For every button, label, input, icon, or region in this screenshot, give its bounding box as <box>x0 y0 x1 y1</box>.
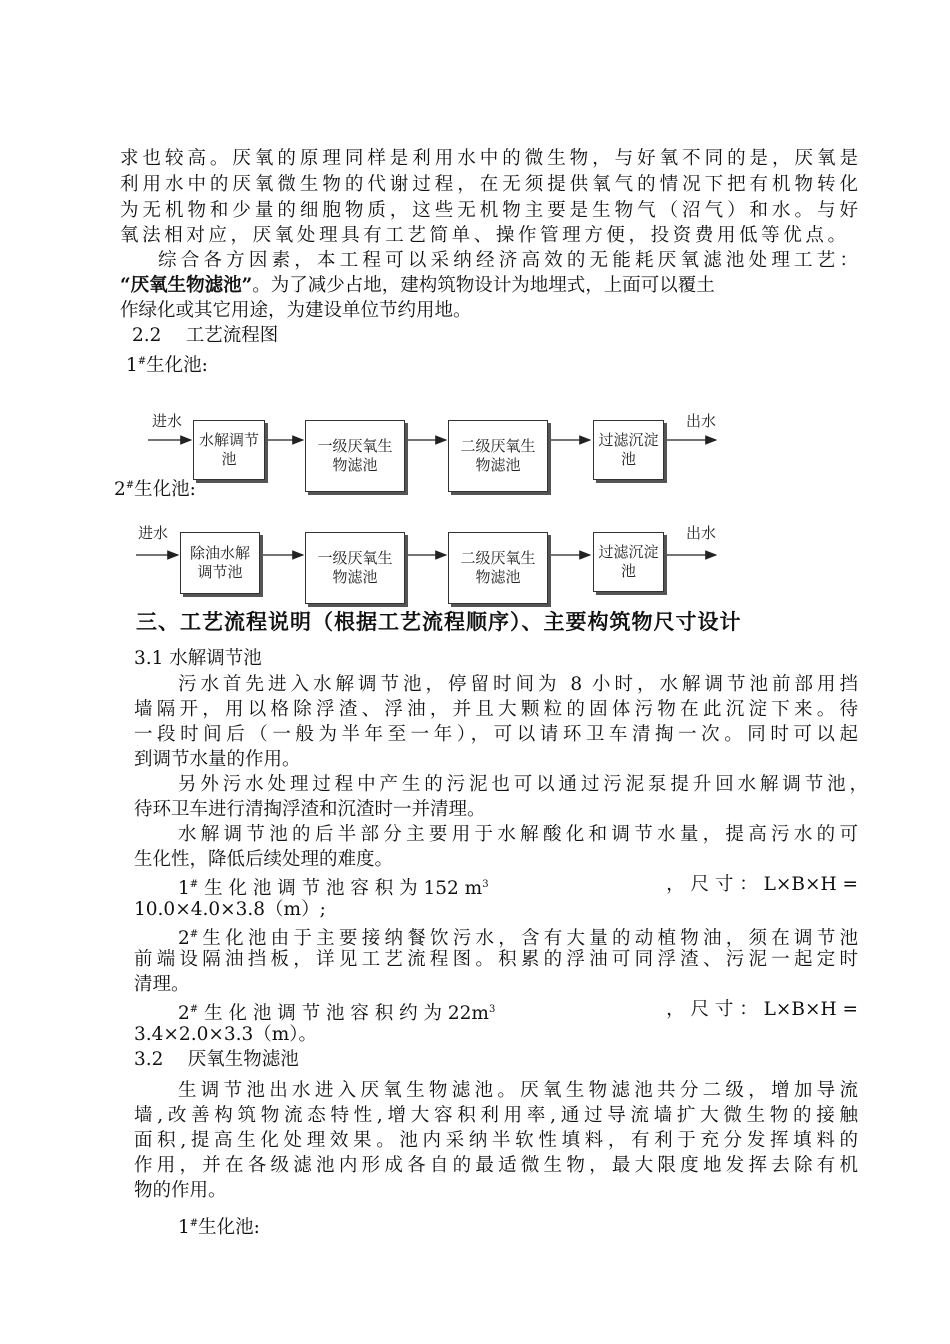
section-3-1-heading: 3.1 水解调节池 <box>134 648 262 669</box>
flow-2-step-4: 过滤沉淀 池 <box>593 532 664 592</box>
section-2-2-heading: 2.2 工艺流程图 <box>132 325 279 346</box>
volume-2-line: 2# 生 化 池 调 节 池 容 积 约 为 $22m^3$ ， 尺 寸 ： L×B×H = <box>178 999 858 1024</box>
summary-line-2-rest: 。为了减少占地，建构筑物设计为地埋式，上面可以覆土 <box>252 275 715 296</box>
pool-2-label: 2#生化池: <box>114 479 196 500</box>
p32-line-2: 待环卫车进行清掏浮渣和沉渣时一并清理。 <box>134 799 486 820</box>
flow-1-inlet-label: 进水 <box>152 412 183 430</box>
flow-1-step-1: 水解调节 池 <box>193 420 265 480</box>
flow-2-inlet-label: 进水 <box>138 524 169 542</box>
summary-line-3: 作绿化或其它用途，为建设单位节约用地。 <box>120 300 472 321</box>
volume-1-dimensions: 10.0×4.0×3.8（m）; <box>134 899 326 920</box>
volume-1-line: 1# 生 化 池 调 节 池 容 积 为 152 $m^3$ ， 尺 寸 ： L×B×H = <box>178 874 858 899</box>
p31-line-2: 墙隔开，用以格除浮渣、浮油，并且大颗粒的固体污物在此沉淀下来。待 <box>134 699 858 720</box>
intro-line-1: 求也较高。厌氧的原理同样是利用水中的微生物，与好氧不同的是，厌氧是 <box>120 148 858 169</box>
p34-line-1: 2#生化池由于主要接纳餐饮污水，含有大量的动植物油，须在调节池 <box>178 928 858 949</box>
p35-line-2: 墙,改善构筑物流态特性,增大容积利用率,通过导流墙扩大微生物的接触 <box>134 1105 858 1126</box>
intro-line-3: 为无机物和少量的细胞物质，这些无机物主要是生物气（沼气）和水。与好 <box>120 200 858 221</box>
p35-line-5: 物的作用。 <box>134 1180 227 1201</box>
summary-line-1: 综合各方因素，本工程可以采纳经济高效的无能耗厌氧滤池处理工艺： <box>158 250 858 271</box>
p32-line-1: 另外污水处理过程中产生的污泥也可以通过污泥泵提升回水解调节池， <box>178 774 868 795</box>
flow-2-step-2: 一级厌氧生 物滤池 <box>305 532 405 604</box>
section-3-2-heading: 3.2 厌氧生物滤池 <box>134 1049 299 1070</box>
pool-1-label-bottom: 1#生化池: <box>178 1217 260 1238</box>
p33-line-2: 生化性，降低后续处理的难度。 <box>134 849 394 870</box>
flow-2-step-3: 二级厌氧生 物滤池 <box>448 532 548 604</box>
pool-1-label: 1#生化池: <box>126 355 208 376</box>
p31-line-3: 一段时间后（一般为半年至一年），可以请环卫车清掏一次。同时可以起 <box>134 724 858 745</box>
flow-1-step-2: 一级厌氧生 物滤池 <box>305 420 405 492</box>
p31-line-4: 到调节水量的作用。 <box>134 749 301 770</box>
volume-2-dimensions: 3.4×2.0×3.3（m）。 <box>134 1024 318 1045</box>
p35-line-4: 作用，并在各级滤池内形成各自的最适微生物，最大限度地发挥去除有机 <box>134 1155 858 1176</box>
flow-2-step-1: 除油水解 调节池 <box>180 532 260 594</box>
intro-line-2: 利用水中的厌氧微生物的代谢过程，在无须提供氧气的情况下把有机物转化 <box>120 174 858 195</box>
intro-line-4: 氧法相对应，厌氧处理具有工艺简单、操作管理方便，投资费用低等优点。 <box>120 225 846 246</box>
p31-line-1: 污水首先进入水解调节池，停留时间为 8 小时，水解调节池前部用挡 <box>178 674 858 695</box>
flow-2-outlet-label: 出水 <box>686 524 717 542</box>
p35-line-1: 生调节池出水进入厌氧生物滤池。厌氧生物滤池共分二级，增加导流 <box>178 1080 858 1101</box>
p34-line-3: 清理。 <box>134 974 190 995</box>
p34-line-2: 前端设隔油挡板，详见工艺流程图。积累的浮油可同浮渣、污泥一起定时 <box>134 949 858 970</box>
flow-1-step-3: 二级厌氧生 物滤池 <box>448 420 548 492</box>
p35-line-3: 面积,提高生化处理效果。池内采纳半软性填料，有利于充分发挥填料的 <box>134 1130 858 1151</box>
process-name-emphasis: “厌氧生物滤池” <box>120 275 253 296</box>
section-3-heading: 三、工艺流程说明（根据工艺流程顺序）、主要构筑物尺寸设计 <box>136 609 742 634</box>
flow-1-outlet-label: 出水 <box>686 412 717 430</box>
flow-1-step-4: 过滤沉淀 池 <box>593 420 664 480</box>
p33-line-1: 水解调节池的后半部分主要用于水解酸化和调节水量，提高污水的可 <box>178 824 858 845</box>
